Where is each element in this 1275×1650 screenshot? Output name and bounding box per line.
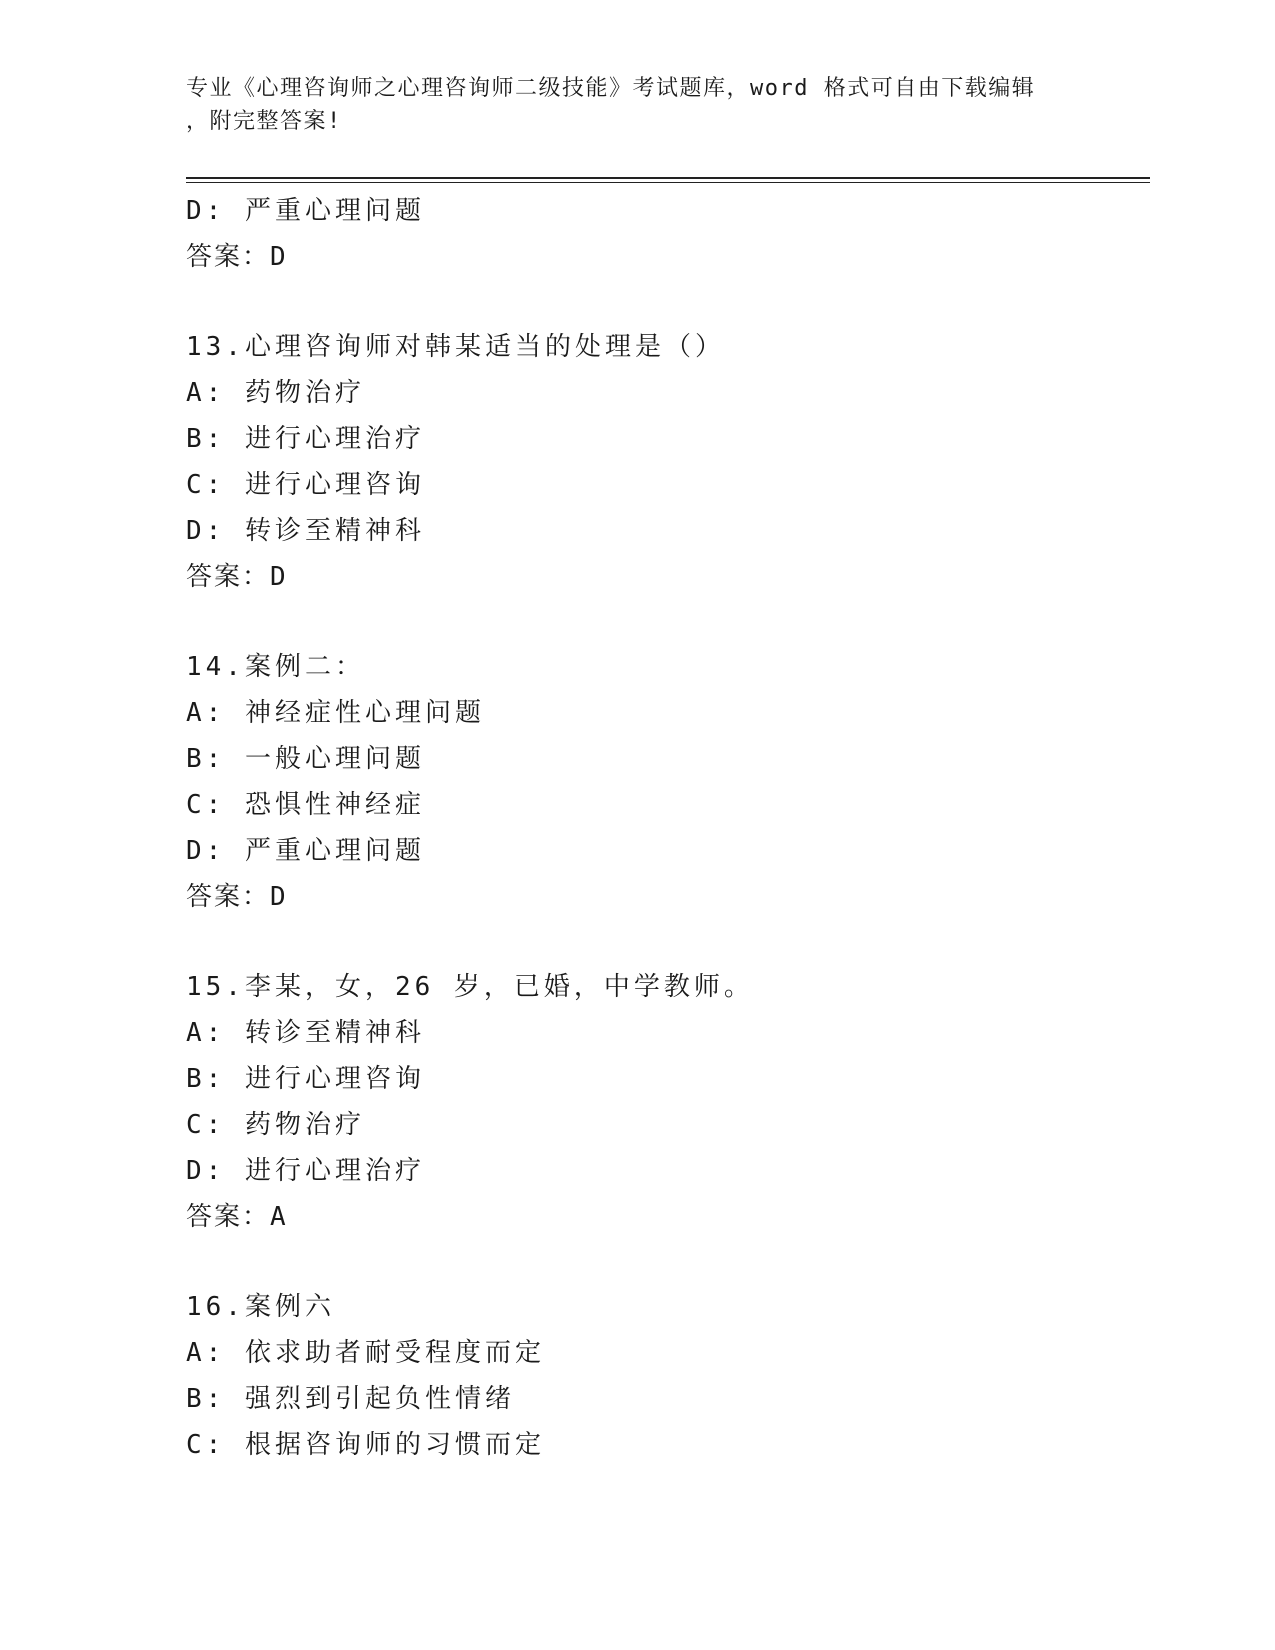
question-block-16 <box>186 1284 1146 1468</box>
answer-label: 答案： <box>186 1202 271 1232</box>
option-a: A: 神经症性心理问题 <box>186 698 485 728</box>
option-b: B: 进行心理治疗 <box>186 424 425 454</box>
question-stem: 15.李某，女，26 岁，已婚，中学教师。 <box>186 972 754 1002</box>
option-c: C: 恐惧性神经症 <box>186 790 425 820</box>
answer-label: 答案： <box>186 242 271 272</box>
header-line-2: ，附完整答案! <box>186 109 342 134</box>
answer-value: D <box>270 242 288 272</box>
answer-label: 答案： <box>186 562 271 592</box>
option-c: C: 进行心理咨询 <box>186 470 425 500</box>
option-b: B: 进行心理咨询 <box>186 1064 425 1094</box>
answer-value: D <box>270 562 288 592</box>
question-block-12-tail <box>186 188 1146 280</box>
question-block-13 <box>186 324 1146 600</box>
option-c: C: 药物治疗 <box>186 1110 365 1140</box>
answer-value: D <box>270 882 288 912</box>
option-d: D: 严重心理问题 <box>186 836 425 866</box>
answer-label: 答案： <box>186 882 271 912</box>
answer-line <box>186 234 1146 280</box>
question-stem: 16.案例六 <box>186 1292 335 1322</box>
header-divider-thin <box>186 182 1150 183</box>
question-stem: 14.案例二： <box>186 652 365 682</box>
answer-line <box>186 1194 1146 1240</box>
question-block-15 <box>186 964 1146 1240</box>
option-d: D: 进行心理治疗 <box>186 1156 425 1186</box>
option-a: A: 药物治疗 <box>186 378 365 408</box>
option-a: A: 依求助者耐受程度而定 <box>186 1338 545 1368</box>
option-b: B: 强烈到引起负性情绪 <box>186 1384 515 1414</box>
question-stem: 13.心理咨询师对韩某适当的处理是（） <box>186 332 725 362</box>
answer-line <box>186 554 1146 600</box>
question-block-14 <box>186 644 1146 920</box>
document-header <box>186 72 1086 138</box>
answer-value: A <box>270 1202 288 1232</box>
option-c: C: 根据咨询师的习惯而定 <box>186 1430 545 1460</box>
option-b: B: 一般心理问题 <box>186 744 425 774</box>
option-d: D: 转诊至精神科 <box>186 516 425 546</box>
header-divider <box>186 177 1150 179</box>
answer-line <box>186 874 1146 920</box>
question-list <box>186 188 1146 1468</box>
option-a: A: 转诊至精神科 <box>186 1018 425 1048</box>
option-d: D: 严重心理问题 <box>186 196 425 226</box>
header-line-1: 专业《心理咨询师之心理咨询师二级技能》考试题库，word 格式可自由下载编辑 <box>186 76 1036 101</box>
